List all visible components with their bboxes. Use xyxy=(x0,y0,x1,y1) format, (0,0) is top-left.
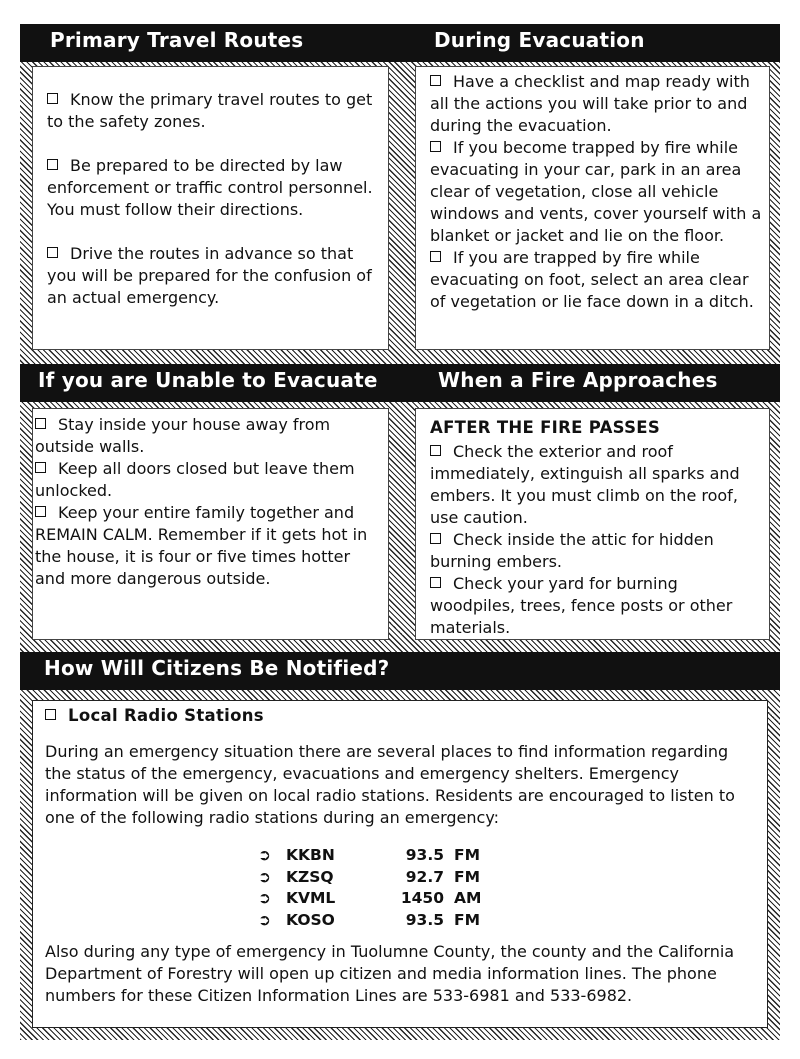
station-call: KOSO xyxy=(286,910,335,929)
station-row xyxy=(258,888,494,910)
checkbox-icon xyxy=(35,418,46,429)
arrow-icon: ➲ xyxy=(258,889,271,907)
item-text: If you become trapped by fire while evacuating in your car, park in an area clear of vegetation, close all vehicle windows and vents, cover yourself with a blanket or jacket and lie on the floor. xyxy=(430,138,762,245)
checkbox-icon xyxy=(430,251,441,262)
arrow-icon: ➲ xyxy=(258,910,271,929)
checkbox-icon xyxy=(430,533,441,544)
heading-fire-approaches: When a Fire Approaches xyxy=(438,368,718,392)
station-call: KKBN xyxy=(286,846,335,864)
list-item xyxy=(35,414,382,458)
checkbox-icon xyxy=(47,247,58,258)
local-radio-label: Local Radio Stations xyxy=(68,706,264,725)
item-text: Stay inside your house away from outside walls. xyxy=(35,415,331,456)
checkbox-icon xyxy=(47,93,58,104)
item-text: Check your yard for burning woodpiles, trees, fence posts or other materials. xyxy=(430,574,733,637)
list-item xyxy=(35,458,382,502)
list-item xyxy=(35,502,382,590)
list-item xyxy=(430,573,763,639)
item-text: Check inside the attic for hidden burning embers. xyxy=(430,530,714,571)
station-band: FM xyxy=(454,867,481,886)
station-band: FM xyxy=(454,910,481,929)
item-text: Check the exterior and roof immediately, extinguish all sparks and embers. It you must climb on the roof, use caution. xyxy=(430,442,740,527)
station-band: FM xyxy=(454,846,481,864)
list-item xyxy=(430,247,763,313)
heading-primary-travel-routes: Primary Travel Routes xyxy=(50,28,304,52)
panel-primary-routes xyxy=(32,66,389,350)
after-fire-passes-heading: AFTER THE FIRE PASSES xyxy=(430,418,661,437)
arrow-icon: ➲ xyxy=(258,867,271,886)
panel-during-evacuation xyxy=(415,66,770,350)
radio-intro-text: During an emergency situation there are several places to find information regarding the status of the emergency, evacuations and emergency shelters. Emergency information will be given on local radio stations. Residents are encouraged to listen to one of the following radio stations during an emergency: xyxy=(45,742,735,827)
station-frequency: 92.7 xyxy=(405,867,444,886)
station-row xyxy=(258,867,494,889)
station-row xyxy=(258,845,494,867)
panel-fire-approaches xyxy=(415,408,770,640)
heading-citizens-notified: How Will Citizens Be Notified? xyxy=(44,656,390,680)
arrow-icon: ➲ xyxy=(258,846,271,864)
checkbox-icon xyxy=(430,577,441,588)
list-item xyxy=(47,155,376,221)
local-radio-heading xyxy=(45,705,753,727)
item-text: Drive the routes in advance so that you will be prepared for the confusion of an actual emergency. xyxy=(47,244,372,307)
list-item xyxy=(430,529,763,573)
station-call: KZSQ xyxy=(286,867,334,886)
item-text: Be prepared to be directed by law enforcement or traffic control personnel. You must follow their directions. xyxy=(47,156,373,219)
list-item xyxy=(430,71,763,137)
list-item xyxy=(430,137,763,247)
heading-unable-to-evacuate: If you are Unable to Evacuate xyxy=(38,368,378,392)
checkbox-icon xyxy=(430,141,441,152)
list-item xyxy=(47,243,376,309)
list-item xyxy=(47,89,376,133)
checkbox-icon xyxy=(430,445,441,456)
checkbox-icon xyxy=(430,75,441,86)
panel-unable-to-evacuate xyxy=(32,408,389,640)
item-text: If you are trapped by fire while evacuating on foot, select an area clear of vegetation or lie face down in a ditch. xyxy=(430,248,754,311)
header-bar-routes-evacuation xyxy=(20,24,780,62)
station-frequency: 1450 xyxy=(400,889,444,907)
station-row xyxy=(258,910,494,932)
header-bar-unable-fire xyxy=(20,364,780,402)
item-text: Know the primary travel routes to get to the safety zones. xyxy=(47,90,373,131)
item-text: Keep all doors closed but leave them unlocked. xyxy=(35,459,355,500)
station-band: AM xyxy=(454,889,482,907)
citizen-lines-text: Also during any type of emergency in Tuolumne County, the county and the California Department of Forestry will open up citizen and media information lines. The phone numbers for these Citizen Information Lines are 533-6981 and 533-6982. xyxy=(45,942,735,1005)
heading-during-evacuation: During Evacuation xyxy=(434,28,645,52)
station-frequency: 93.5 xyxy=(405,910,444,929)
list-item xyxy=(430,441,763,529)
checkbox-icon xyxy=(35,506,46,517)
radio-station-list xyxy=(258,845,494,931)
item-text: Have a checklist and map ready with all the actions you will take prior to and during the evacuation. xyxy=(430,72,750,135)
station-call: KVML xyxy=(286,889,336,907)
checkbox-icon xyxy=(35,462,46,473)
item-text: Keep your entire family together and REMAIN CALM. Remember if it gets hot in the house, it is four or five times hotter and more dangerous outside. xyxy=(35,503,368,588)
checkbox-icon xyxy=(45,709,56,720)
station-frequency: 93.5 xyxy=(405,846,444,864)
checkbox-icon xyxy=(47,159,58,170)
header-bar-notified xyxy=(20,652,780,690)
